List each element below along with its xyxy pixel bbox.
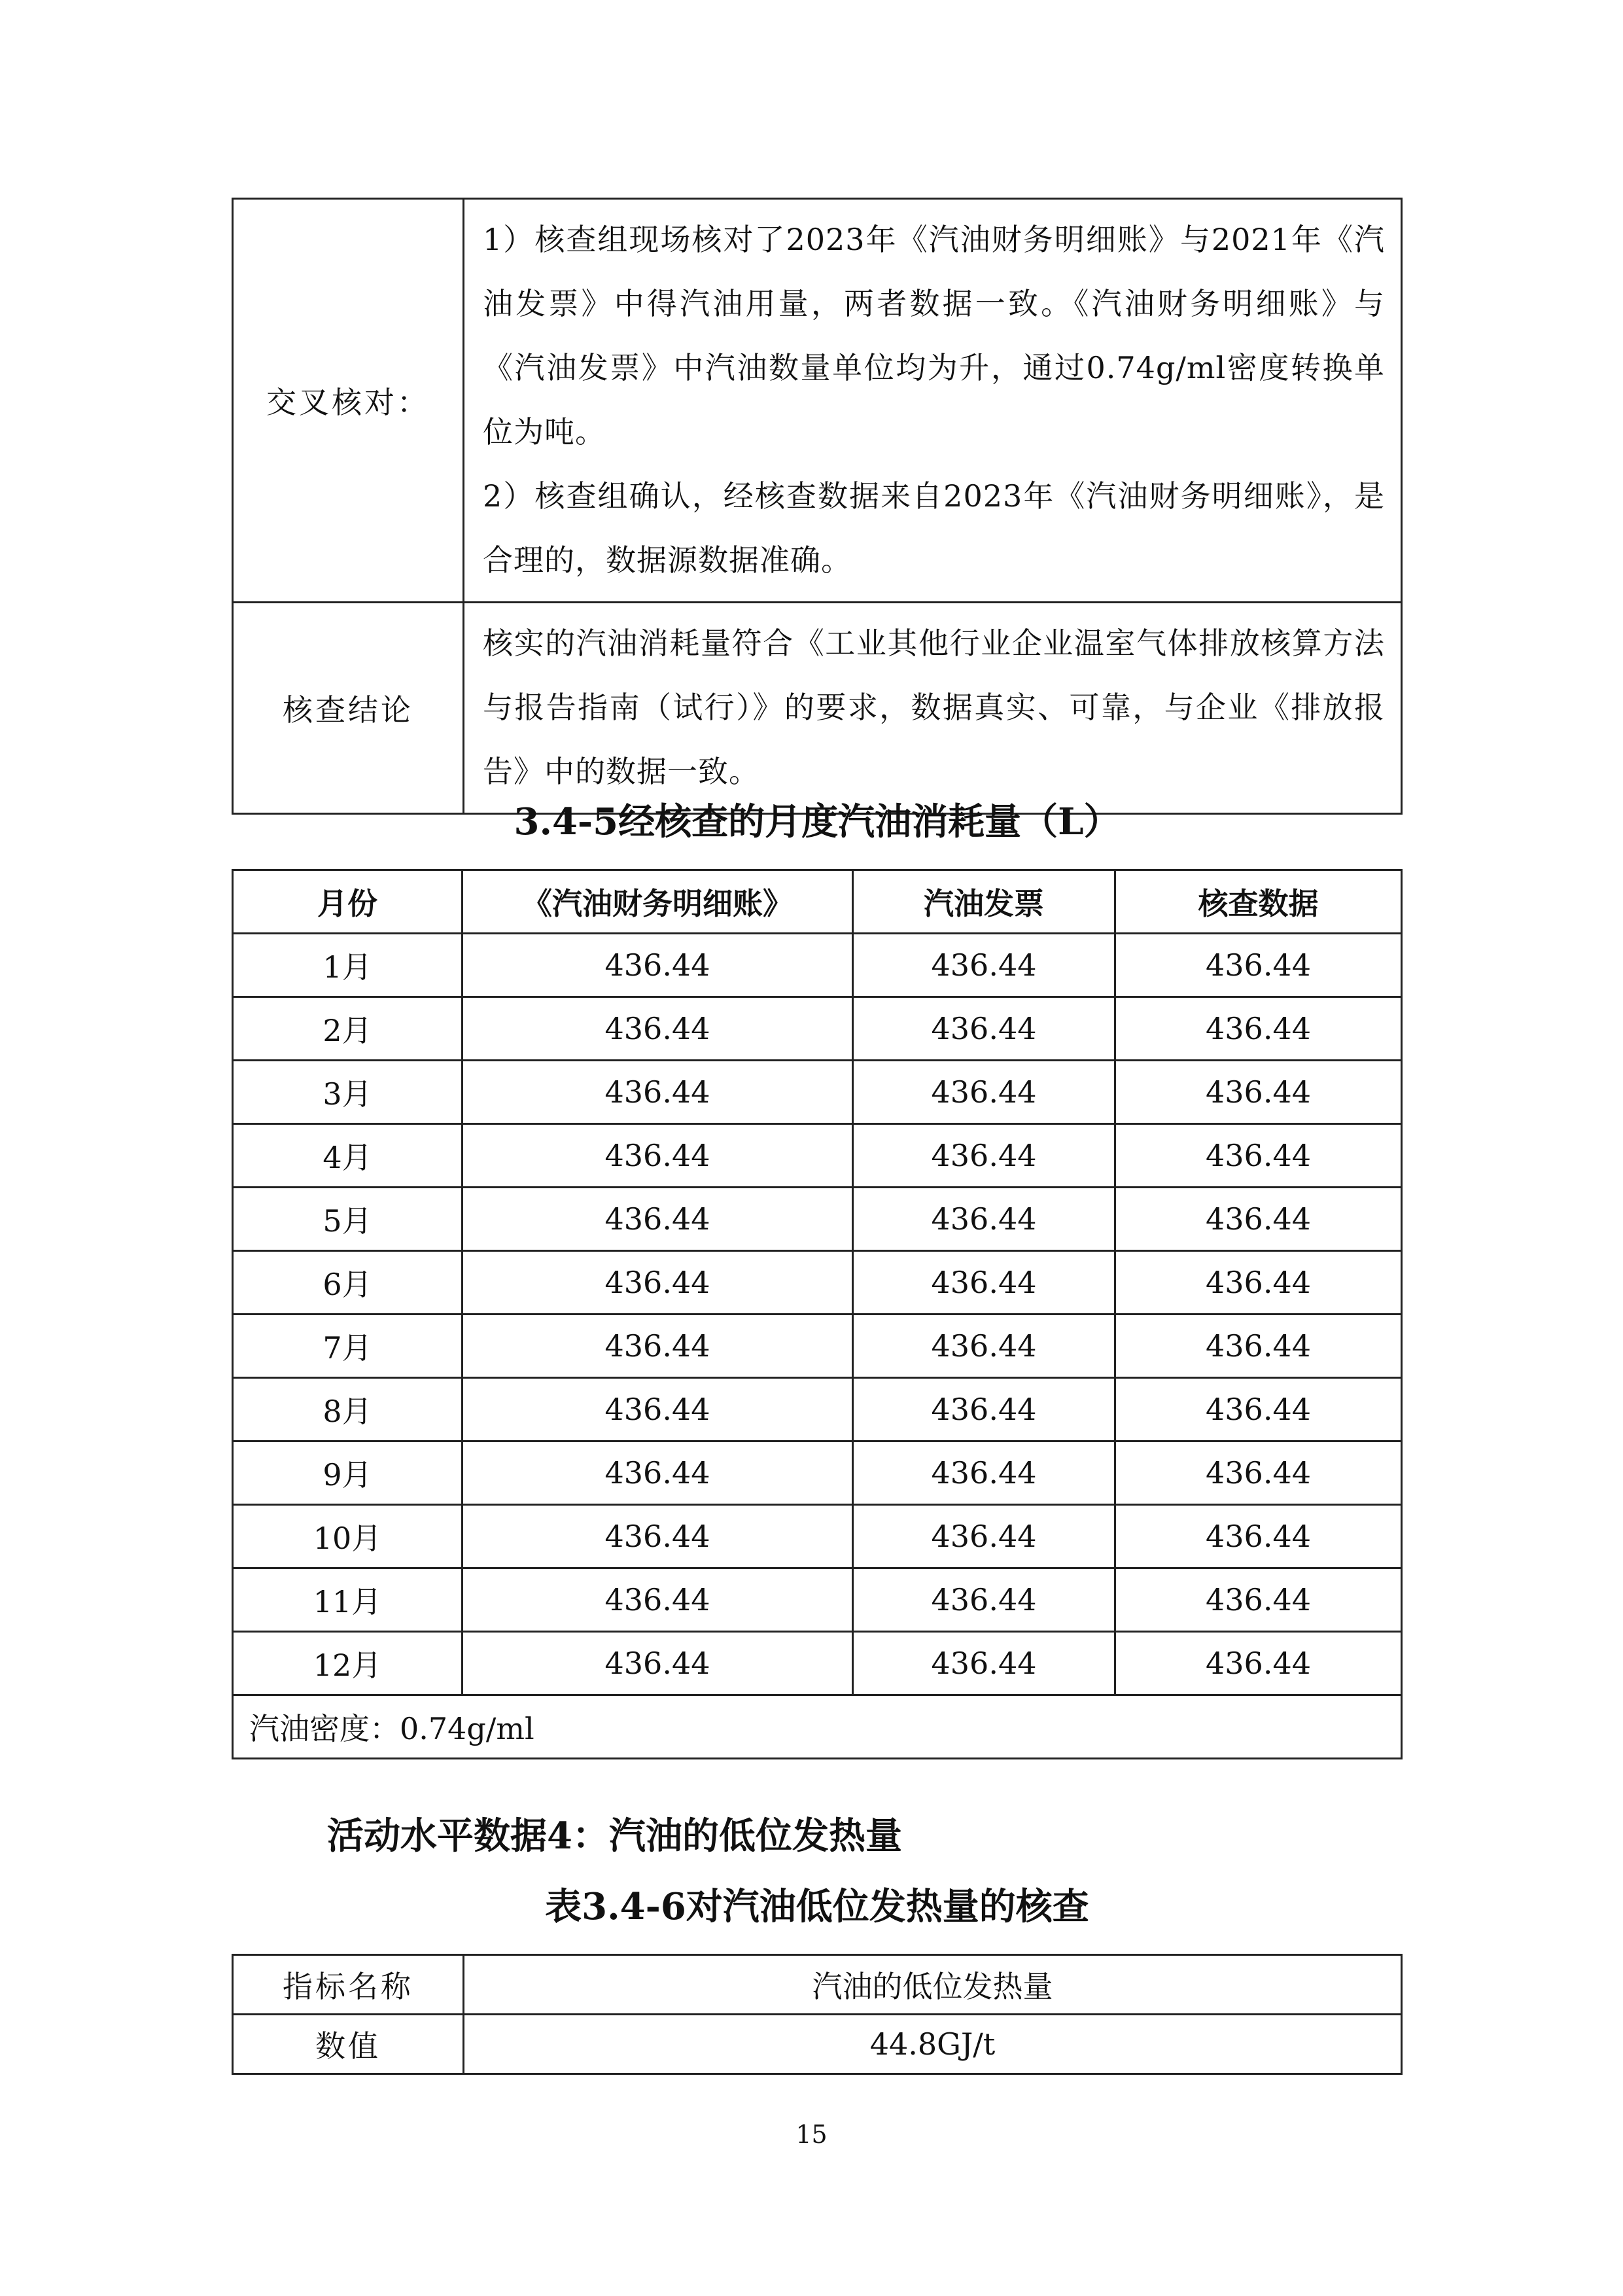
month-cell: 2月 [233,997,462,1061]
month-cell: 8月 [233,1378,462,1441]
heat-table-title: 表3.4-6对汽油低位发热量的核查 [545,1885,1089,1928]
heat-value: 44.8GJ/t [464,2015,1402,2074]
ledger-cell: 436.44 [462,1505,853,1568]
verified-cell: 436.44 [1115,934,1402,997]
indicator-label: 指标名称 [233,1955,464,2015]
ledger-cell: 436.44 [462,1251,853,1315]
invoice-cell: 436.44 [853,1251,1115,1315]
invoice-cell: 436.44 [853,1378,1115,1441]
ledger-cell: 436.44 [462,1378,853,1441]
verified-cell: 436.44 [1115,1061,1402,1124]
header-ledger: 《汽油财务明细账》 [462,870,853,934]
table-row [233,1251,1402,1315]
table-header-row [233,870,1402,934]
header-verified: 核查数据 [1115,870,1402,934]
table-row [233,934,1402,997]
table-row [233,1441,1402,1505]
invoice-cell: 436.44 [853,1505,1115,1568]
conclusion-label: 核查结论 [233,603,464,814]
table-row [233,1568,1402,1632]
invoice-cell: 436.44 [853,997,1115,1061]
verified-cell: 436.44 [1115,1378,1402,1441]
invoice-cell: 436.44 [853,1441,1115,1505]
invoice-cell: 436.44 [853,1632,1115,1695]
heat-value-table [232,1954,1403,2075]
invoice-cell: 436.44 [853,1061,1115,1124]
month-cell: 7月 [233,1315,462,1378]
activity-data-heading: 活动水平数据4：汽油的低位发热量 [327,1814,902,1858]
invoice-cell: 436.44 [853,934,1115,997]
table-row [233,1505,1402,1568]
verification-table [232,198,1403,815]
cross-check-label: 交叉核对： [233,199,464,603]
verified-cell: 436.44 [1115,1568,1402,1632]
table-row [233,1061,1402,1124]
indicator-row [233,1955,1402,2015]
table-row [233,1315,1402,1378]
verified-cell: 436.44 [1115,1315,1402,1378]
monthly-consumption-table [232,869,1403,1759]
header-month: 月份 [233,870,462,934]
verified-cell: 436.44 [1115,1188,1402,1251]
verified-cell: 436.44 [1115,1441,1402,1505]
ledger-cell: 436.44 [462,934,853,997]
table-row [233,1188,1402,1251]
ledger-cell: 436.44 [462,1188,853,1251]
invoice-cell: 436.44 [853,1124,1115,1188]
table-row [233,1124,1402,1188]
verified-cell: 436.44 [1115,1632,1402,1695]
ledger-cell: 436.44 [462,1061,853,1124]
conclusion-text: 核实的汽油消耗量符合《工业其他行业企业温室气体排放核算方法与报告指南（试行）》的要求，数据真实、可靠，与企业《排放报告》中的数据一致。 [464,603,1402,814]
month-cell: 9月 [233,1441,462,1505]
verified-cell: 436.44 [1115,1505,1402,1568]
verified-cell: 436.44 [1115,1251,1402,1315]
month-cell: 3月 [233,1061,462,1124]
cross-check-paragraph-2: 2）核查组确认，经核查数据来自2023年《汽油财务明细账》，是合理的，数据源数据准确。 [483,478,1385,578]
invoice-cell: 436.44 [853,1188,1115,1251]
density-note: 汽油密度：0.74g/ml [233,1695,1402,1759]
table-row [233,1632,1402,1695]
monthly-table-title: 3.4-5经核查的月度汽油消耗量（L） [514,800,1121,843]
ledger-cell: 436.44 [462,1568,853,1632]
ledger-cell: 436.44 [462,997,853,1061]
month-cell: 10月 [233,1505,462,1568]
month-cell: 4月 [233,1124,462,1188]
ledger-cell: 436.44 [462,1124,853,1188]
page-number: 15 [795,2120,828,2149]
ledger-cell: 436.44 [462,1441,853,1505]
month-cell: 5月 [233,1188,462,1251]
conclusion-row [233,603,1402,814]
month-cell: 1月 [233,934,462,997]
monthly-table-body [233,934,1402,1695]
month-cell: 11月 [233,1568,462,1632]
ledger-cell: 436.44 [462,1315,853,1378]
value-row [233,2015,1402,2074]
verified-cell: 436.44 [1115,1124,1402,1188]
invoice-cell: 436.44 [853,1568,1115,1632]
header-invoice: 汽油发票 [853,870,1115,934]
density-note-row [233,1695,1402,1759]
table-row [233,1378,1402,1441]
cross-check-paragraph-1: 1）核查组现场核对了2023年《汽油财务明细账》与2021年《汽油发票》中得汽油用量，两者数据一致。《汽油财务明细账》与《汽油发票》中汽油数量单位均为升，通过0.74g/ml密度转换单位为吨。 [483,222,1385,450]
value-label: 数值 [233,2015,464,2074]
month-cell: 6月 [233,1251,462,1315]
cross-check-content [464,199,1402,603]
table-row [233,997,1402,1061]
indicator-value: 汽油的低位发热量 [464,1955,1402,2015]
ledger-cell: 436.44 [462,1632,853,1695]
invoice-cell: 436.44 [853,1315,1115,1378]
cross-check-row [233,199,1402,603]
verified-cell: 436.44 [1115,997,1402,1061]
month-cell: 12月 [233,1632,462,1695]
